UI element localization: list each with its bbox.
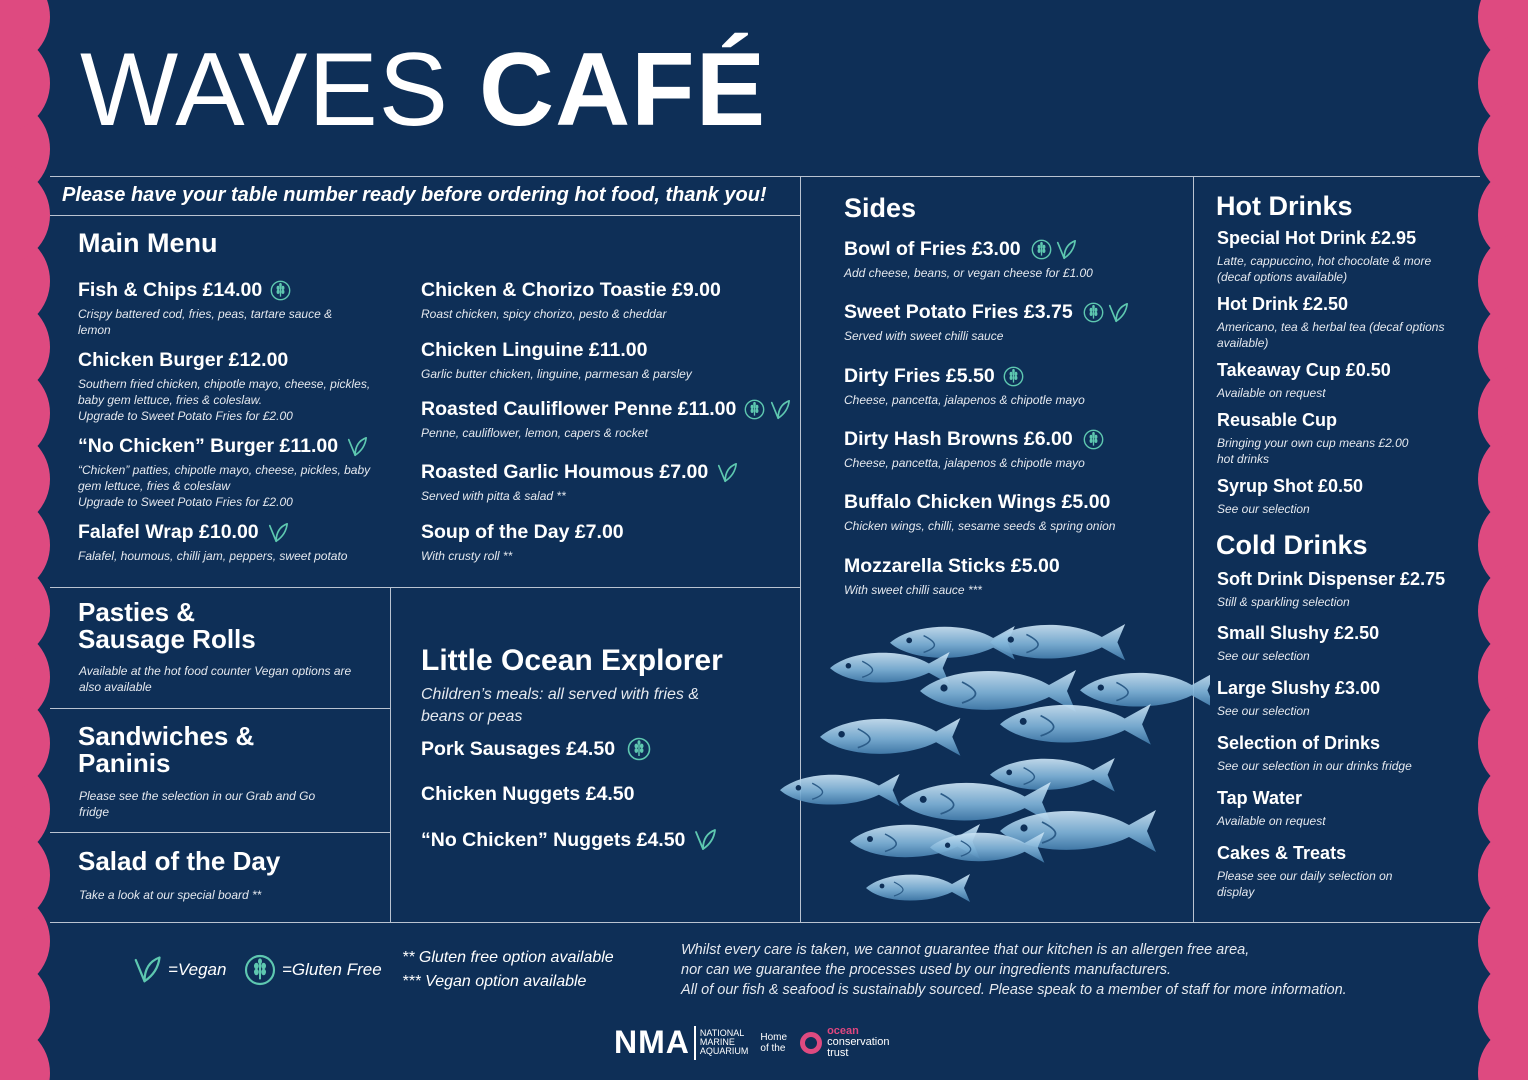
item-desc: “Chicken” patties, chipotle mayo, cheese, pickles, baby gem lettuce, fries & coleslaw [78,463,371,493]
gluten-free-icon [627,737,651,761]
legend-vegan [132,955,226,985]
divider [50,215,800,216]
item-name: Chicken Burger £12.00 [78,349,289,371]
item-desc: Chicken wings, chilli, sesame seeds & spring onion [844,519,1116,533]
legend-gluten-free [244,954,382,986]
drink-item [1217,569,1472,610]
item-desc-extra: Upgrade to Sweet Potato Fries for £2.00 [78,495,293,509]
drink-item [1217,788,1467,829]
oct-line: trust [827,1047,849,1059]
oct-line: conservation [827,1036,890,1048]
item-desc: Still & sparkling selection [1217,595,1350,609]
item-desc: With crusty roll ** [421,549,513,563]
menu-item [78,521,388,564]
item-name: Soft Drink Dispenser £2.75 [1217,569,1446,589]
footer-logos [614,1024,889,1061]
gluten-free-icon [1083,302,1104,323]
left-scallop-border [0,0,50,1080]
side-item [844,301,1184,344]
item-desc: Latte, cappuccino, hot chocolate & more (decaf options available) [1217,254,1432,284]
vegan-icon [693,828,717,852]
divider [50,708,390,709]
ocean-conservation-trust-logo [799,1026,889,1059]
item-name: Buffalo Chicken Wings £5.00 [844,491,1111,513]
drink-item [1217,733,1472,774]
item-name: Tap Water [1217,788,1303,808]
main-menu-title: Main Menu [78,228,218,258]
nma-full-line: MARINE [699,1037,735,1047]
title-light: WAVES [80,32,450,148]
sides-title: Sides [844,193,917,223]
disclaimer-line: nor can we guarantee the processes used by our ingredients manufacturers. [681,962,1172,978]
item-desc: Cheese, pancetta, jalapenos & chipotle mayo [844,456,1085,470]
item-desc: Southern fried chicken, chipotle mayo, cheese, pickles, baby gem lettuce, fries & coleslaw. [78,377,371,407]
menu-item [421,521,791,564]
side-item [844,555,1184,598]
pasties-title [78,599,256,654]
home-line: of the [760,1042,786,1054]
fish-school-illustration [770,612,1210,908]
title-bold: CAFÉ [478,32,767,148]
item-name: Dirty Fries £5.50 [844,365,995,387]
item-name: “No Chicken” Nuggets £4.50 [421,828,686,851]
item-desc: Available on request [1217,386,1326,400]
item-desc: Americano, tea & herbal tea (decaf options available) [1217,320,1445,350]
drink-item [1217,843,1417,900]
item-desc: Garlic butter chicken, linguine, parmesan & parsley [421,367,692,381]
item-name: “No Chicken” Burger £11.00 [78,435,339,457]
gluten-free-icon [1003,366,1024,387]
pasties-title-line2: Sausage Rolls [78,624,256,655]
salad-desc: Take a look at our special board ** [79,888,262,902]
item-desc: See our selection in our drinks fridge [1217,759,1412,773]
drink-item [1217,294,1467,351]
menu-item [421,339,791,382]
item-name: Syrup Shot £0.50 [1217,476,1364,496]
item-desc: Available on request [1217,814,1326,828]
item-desc: Bringing your own cup means £2.00 hot drinks [1217,436,1409,466]
page-title [80,32,767,148]
legend-vegan-label: =Vegan [168,960,227,979]
sandwiches-title-line1: Sandwiches & [78,721,255,751]
item-desc: Penne, cauliflower, lemon, capers & rocket [421,426,648,440]
item-name: Hot Drink £2.50 [1217,294,1349,314]
gluten-free-icon [244,954,276,986]
item-name: Small Slushy £2.50 [1217,623,1380,643]
item-desc: See our selection [1217,704,1310,718]
drink-item [1217,228,1467,285]
right-scallop-border [1478,0,1528,1080]
menu-item [421,279,791,322]
vegan-icon [1107,302,1129,324]
kids-item [421,828,717,852]
item-name: Cakes & Treats [1217,843,1347,863]
item-desc: Served with pitta & salad ** [421,489,566,503]
drink-item [1217,623,1467,664]
item-name: Falafel Wrap £10.00 [78,521,259,543]
oct-line: ocean [827,1025,859,1037]
nma-logo: NMA [614,1024,690,1060]
nma-full-name [700,1029,749,1056]
vegan-icon [267,522,289,544]
item-desc: See our selection [1217,649,1310,663]
item-name: Large Slushy £3.00 [1217,678,1381,698]
vegan-icon [1055,239,1077,261]
home-line: Home [760,1031,788,1043]
gluten-free-icon [1031,239,1052,260]
item-desc: Served with sweet chilli sauce [844,329,1004,343]
hot-drinks-title: Hot Drinks [1216,191,1353,221]
footnote-vegan: *** Vegan option available [402,973,587,990]
menu-item [421,398,796,441]
divider [50,832,390,833]
item-name: Roasted Cauliflower Penne £11.00 [421,398,737,420]
item-name: Bowl of Fries £3.00 [844,238,1021,260]
side-item [844,365,1184,408]
vegan-icon [346,436,368,458]
item-desc: Cheese, pancetta, jalapenos & chipotle mayo [844,393,1085,407]
sandwiches-title [78,723,254,778]
item-name: Special Hot Drink £2.95 [1217,228,1417,248]
menu-item [78,349,388,424]
disclaimer-line: Whilst every care is taken, we cannot guarantee that our kitchen is an allergen free area, [681,942,1250,958]
vegan-icon [132,955,162,985]
logo-separator [694,1026,696,1060]
salad-title: Salad of the Day [78,846,281,876]
side-item [844,491,1184,534]
divider [50,176,1480,177]
sandwiches-desc: Please see the selection in our Grab and Go fridge [79,789,316,819]
divider [50,922,1480,923]
item-desc: See our selection [1217,502,1310,516]
item-name: Pork Sausages £4.50 [421,737,616,760]
item-name: Dirty Hash Browns £6.00 [844,428,1073,450]
gluten-free-icon [270,280,291,301]
item-name: Roasted Garlic Houmous £7.00 [421,461,709,483]
cold-drinks-title: Cold Drinks [1216,530,1368,560]
item-name: Fish & Chips £14.00 [78,279,263,301]
nma-full-line: AQUARIUM [699,1046,749,1056]
drink-item [1217,410,1427,467]
item-name: Selection of Drinks [1217,733,1381,753]
item-desc-extra: Upgrade to Sweet Potato Fries for £2.00 [78,409,293,423]
side-item [844,428,1184,471]
side-item [844,238,1184,281]
item-desc: Roast chicken, spicy chorizo, pesto & cheddar [421,307,667,321]
gluten-free-icon [1083,429,1104,450]
item-name: Reusable Cup [1217,410,1338,430]
item-name: Mozzarella Sticks £5.00 [844,555,1060,577]
gluten-free-icon [744,399,765,420]
item-desc: Add cheese, beans, or vegan cheese for £1.00 [844,266,1093,280]
kids-item [421,783,635,806]
item-desc: Please see our daily selection on display [1217,869,1393,899]
drink-item [1217,476,1467,517]
divider [390,587,391,922]
kids-item [421,737,651,761]
item-desc: With sweet chilli sauce *** [844,583,982,597]
legend-gluten-free-label: =Gluten Free [282,960,382,979]
item-name: Takeaway Cup £0.50 [1217,360,1391,380]
item-name: Chicken Linguine £11.00 [421,339,648,361]
item-name: Soup of the Day £7.00 [421,521,624,543]
nma-full-line: NATIONAL [699,1028,745,1038]
kids-title: Little Ocean Explorer [421,644,723,677]
item-name: Chicken Nuggets £4.50 [421,783,635,805]
menu-item [78,279,368,338]
menu-item [78,435,393,510]
drink-item [1217,360,1467,401]
vegan-icon [716,462,738,484]
pasties-desc: Available at the hot food counter Vegan options are also available [79,664,352,694]
oct-ring-icon [799,1031,823,1055]
vegan-icon [769,399,791,421]
item-name: Chicken & Chorizo Toastie £9.00 [421,279,721,301]
menu-item [421,461,791,504]
kids-desc: Children’s meals: all served with fries & beans or peas [421,686,700,725]
pasties-title-line1: Pasties & [78,597,196,627]
drink-item [1217,678,1467,719]
table-number-notice: Please have your table number ready before ordering hot food, thank you! [62,184,767,206]
allergen-disclaimer [681,940,1347,1000]
footnote-gluten-free: ** Gluten free option available [402,949,614,966]
item-desc: Crispy battered cod, fries, peas, tartare sauce & lemon [78,307,333,337]
divider [50,587,800,588]
sandwiches-title-line2: Paninis [78,748,171,779]
item-name: Sweet Potato Fries £3.75 [844,301,1073,323]
disclaimer-line: All of our fish & seafood is sustainably sourced. Please speak to a member of staff for more information. [681,982,1347,998]
home-of-the [760,1032,787,1054]
item-desc: Falafel, houmous, chilli jam, peppers, sweet potato [78,549,348,563]
